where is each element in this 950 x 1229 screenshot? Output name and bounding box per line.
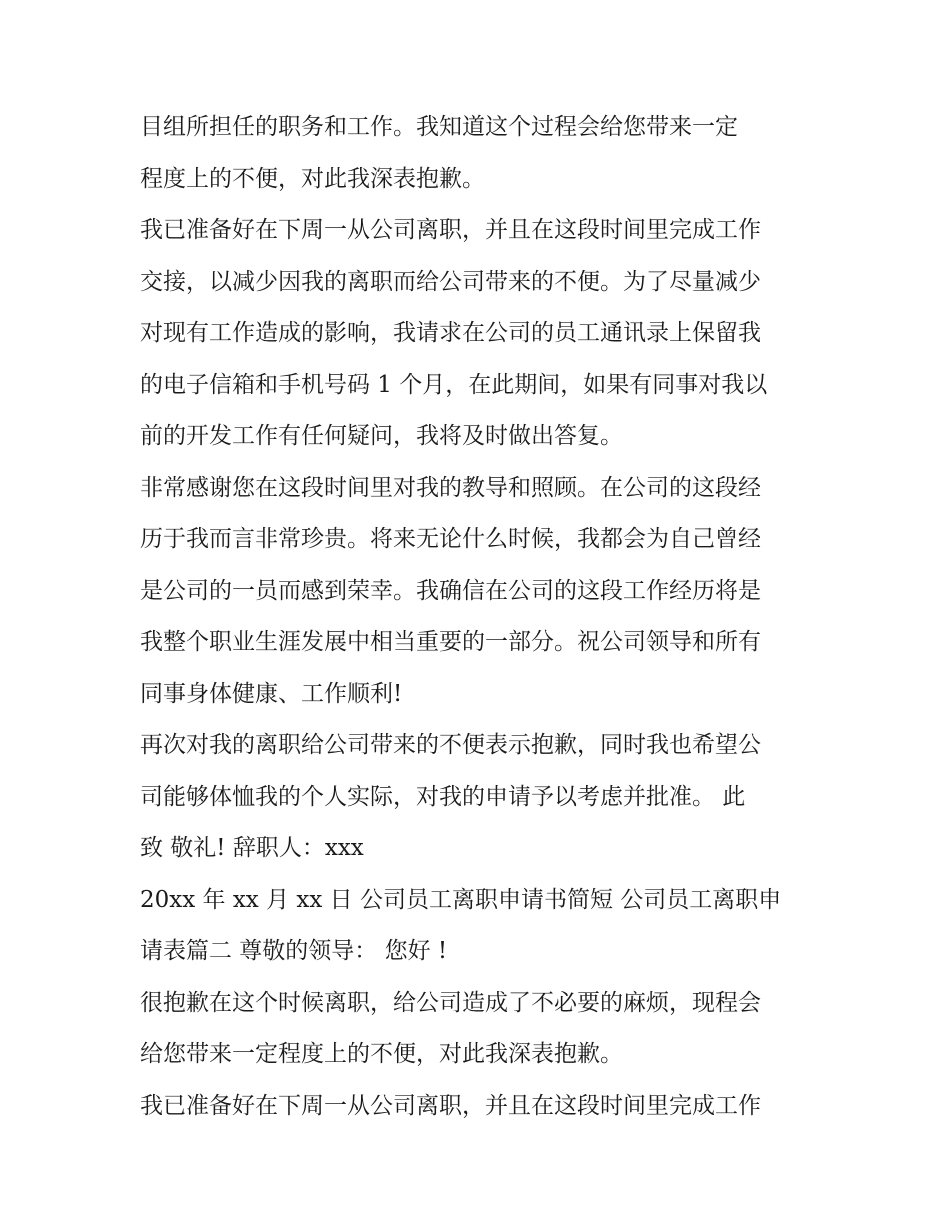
text-line: 程度上的不便，对此我深表抱歉。 (140, 165, 485, 192)
text-line: 很抱歉在这个时候离职，给公司造成了不必要的麻烦，现程会 (140, 989, 761, 1016)
text-line: 目组所担任的职务和工作。我知道这个过程会给您带来一定 (140, 114, 738, 140)
text-line: 交接，以减少因我的离职而给公司带来的不便。为了尽量减少 (140, 268, 761, 295)
text-line: 对现有工作造成的影响，我请求在公司的员工通讯录上保留我 (140, 320, 761, 346)
text-line: 同事身体健康、工作顺利! (140, 680, 403, 707)
text-line: 前的开发工作有任何疑问，我将及时做出答复。 (140, 423, 623, 449)
text-line: 我整个职业生涯发展中相当重要的一部分。祝公司领导和所有 (140, 629, 761, 655)
text-line: 司能够体恤我的个人实际，对我的申请予以考虑并批准。 此 (140, 783, 746, 810)
text-line: 致 敬礼! 辞职人：xxx (140, 835, 364, 861)
text-line: 是公司的一员而感到荣幸。我确信在公司的这段工作经历将是 (140, 577, 761, 604)
text-line: 我已准备好在下周一从公司离职，并且在这段时间里完成工作 (140, 217, 761, 243)
text-line: 再次对我的离职给公司带来的不便表示抱歉，同时我也希望公 (140, 732, 761, 758)
text-line: 历于我而言非常珍贵。将来无论什么时候，我都会为自己曾经 (140, 526, 761, 552)
text-line: 我已准备好在下周一从公司离职，并且在这段时间里完成工作 (140, 1092, 761, 1119)
text-line: 20xx 年 xx 月 xx 日 公司员工离职申请书简短 公司员工离职申 (140, 886, 782, 913)
text-line: 的电子信箱和手机号码 1 个月，在此期间，如果有同事对我以 (140, 371, 768, 398)
text-line: 给您带来一定程度上的不便，对此我深表抱歉。 (140, 1041, 623, 1067)
text-line: 非常感谢您在这段时间里对我的教导和照顾。在公司的这段经 (140, 474, 761, 501)
text-line: 请表篇二 尊敬的领导： 您好 ! (140, 938, 448, 964)
document-body (140, 102, 820, 1132)
